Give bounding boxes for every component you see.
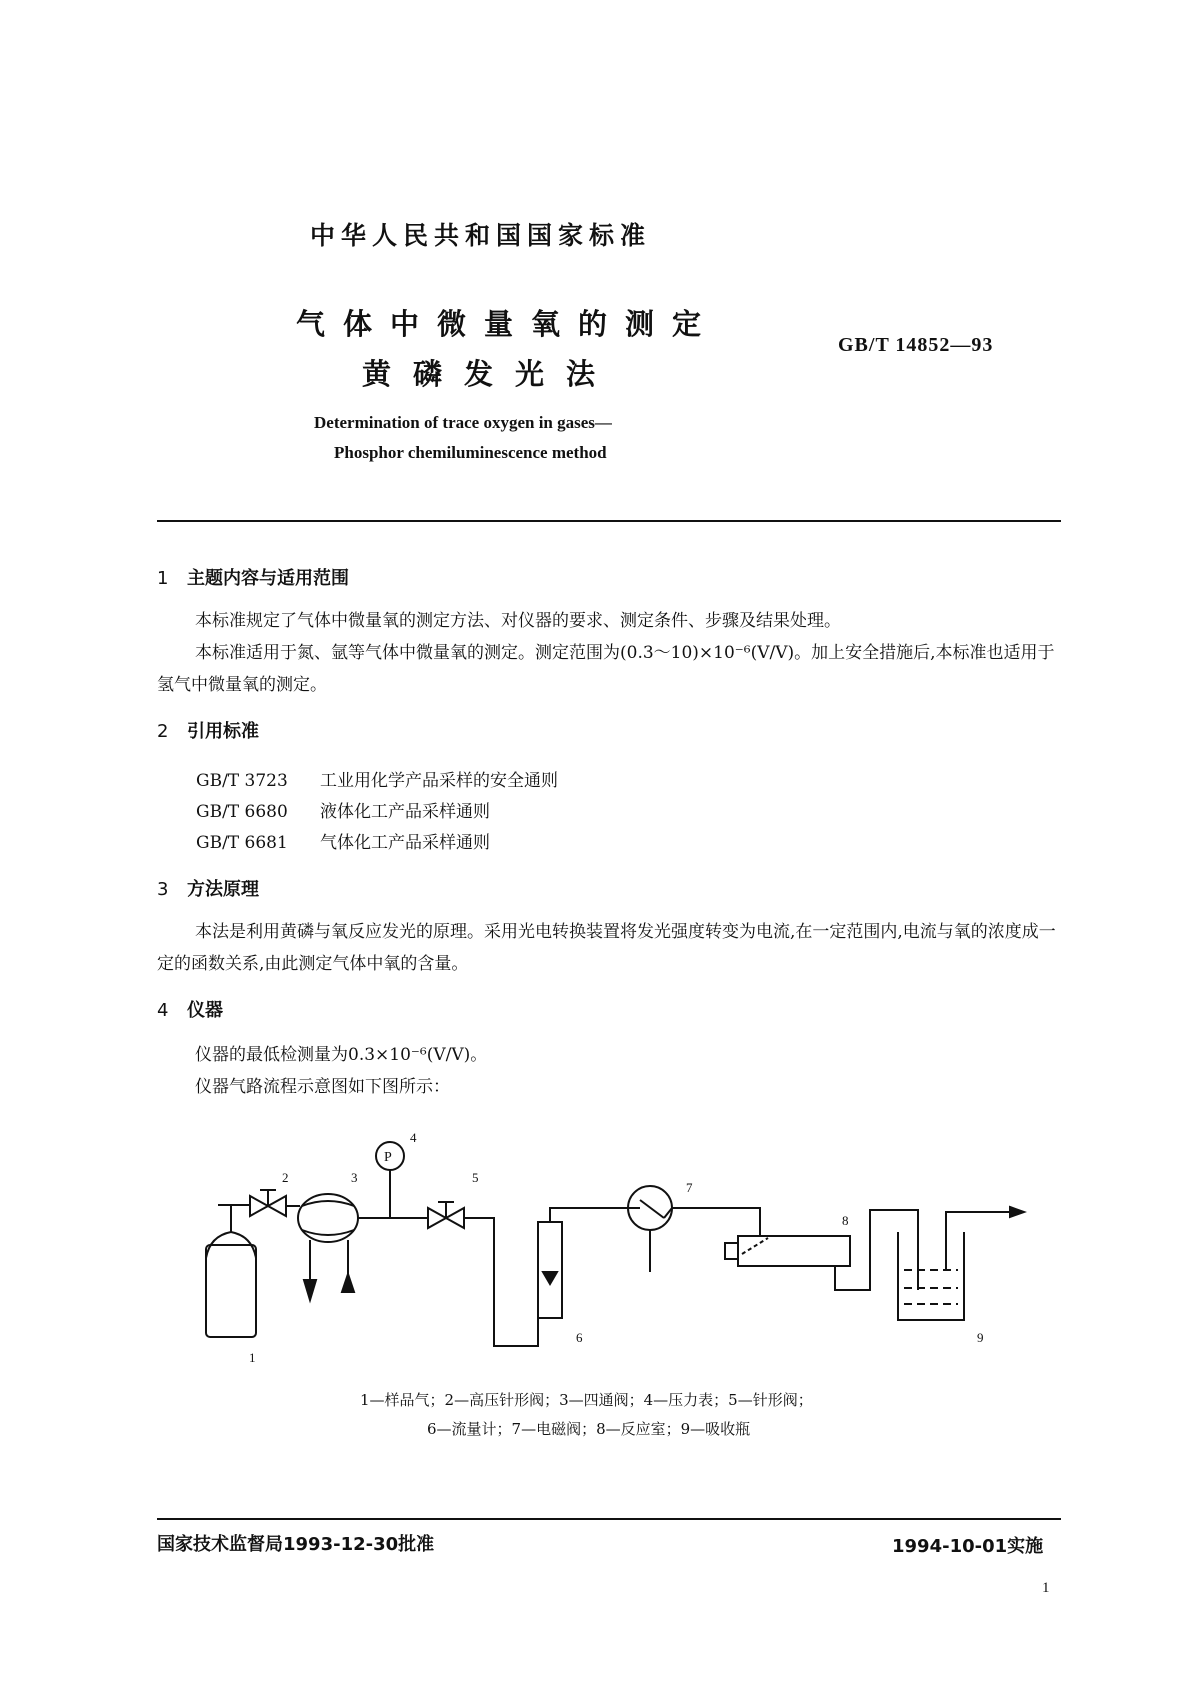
reference-name: 气体化工产品采样通则: [320, 833, 490, 853]
section-title: 引用标准: [187, 721, 259, 742]
absorption-bottle: [898, 1212, 1010, 1320]
flowmeter: [538, 1222, 562, 1318]
figure-label: 5: [472, 1170, 479, 1185]
section-number: 4: [157, 1000, 169, 1021]
figure-label: 1: [249, 1350, 256, 1365]
approval-note: 国家技术监督局1993-12-30批准: [157, 1534, 435, 1555]
high-pressure-needle-valve: [250, 1190, 286, 1216]
section-1-paragraph-2: 本标准适用于氮、氩等气体中微量氧的测定。测定范围为(0.3～10)×10⁻⁶(V/V)。加上安全措施后,本标准也适用于氢气中微量氧的测定。: [157, 643, 1055, 695]
solenoid-valve: [628, 1186, 672, 1272]
section-title: 方法原理: [187, 879, 259, 900]
reference-code: GB/T 6680: [196, 802, 288, 822]
english-title-line2: Phosphor chemiluminescence method: [334, 443, 607, 462]
reference-name: 工业用化学产品采样的安全通则: [320, 771, 558, 791]
figure-label: 8: [842, 1213, 849, 1228]
standard-code: GB/T 14852—93: [838, 334, 994, 356]
section-3-paragraph-1: 本法是利用黄磷与氧反应发光的原理。采用光电转换装置将发光强度转变为电流,在一定范围内,电流与氧的浓度成一定的函数关系,由此测定气体中氧的含量。: [157, 922, 1056, 974]
gauge-symbol: P: [384, 1150, 392, 1165]
figure-caption-line2: 6—流量计；7—电磁阀；8—反应室；9—吸收瓶: [427, 1420, 751, 1438]
reaction-chamber: [725, 1236, 850, 1266]
national-standard-title: 中华人民共和国国家标准: [310, 221, 652, 250]
section-4-paragraph-1: 仪器的最低检测量为0.3×10⁻⁶(V/V)。: [195, 1045, 488, 1065]
footer-divider: [157, 1518, 1061, 1520]
section-title: 仪器: [187, 1000, 223, 1021]
section-number: 2: [157, 721, 169, 742]
section-number: 1: [157, 568, 169, 589]
reference-name: 液体化工产品采样通则: [320, 802, 490, 822]
reference-code: GB/T 6681: [196, 833, 288, 853]
figure-label: 4: [410, 1130, 417, 1145]
page-number: 1: [1042, 1580, 1050, 1596]
figure-label: 6: [576, 1330, 583, 1345]
section-title: 主题内容与适用范围: [187, 568, 349, 589]
figure-label: 3: [351, 1170, 358, 1185]
reference-code: GB/T 3723: [196, 771, 288, 791]
section-4-paragraph-2: 仪器气路流程示意图如下图所示：: [195, 1077, 450, 1097]
section-number: 3: [157, 879, 169, 900]
needle-valve: [428, 1202, 464, 1228]
effective-date: 1994-10-01实施: [892, 1536, 1044, 1557]
english-title-line1: Determination of trace oxygen in gases—: [314, 413, 612, 432]
figure-label: 7: [686, 1180, 693, 1195]
document-title-line2: 黄磷发光法: [362, 357, 618, 391]
document-title-line1: 气体中微量氧的测定: [296, 307, 720, 341]
figure-label: 9: [977, 1330, 984, 1345]
figure-caption-line1: 1—样品气；2—高压针形阀；3—四通阀；4—压力表；5—针形阀；: [360, 1391, 813, 1409]
section-1-paragraph-1: 本标准规定了气体中微量氧的测定方法、对仪器的要求、测定条件、步骤及结果处理。: [195, 611, 841, 631]
sample-gas-cylinder: [206, 1205, 256, 1337]
figure-label: 2: [282, 1170, 289, 1185]
